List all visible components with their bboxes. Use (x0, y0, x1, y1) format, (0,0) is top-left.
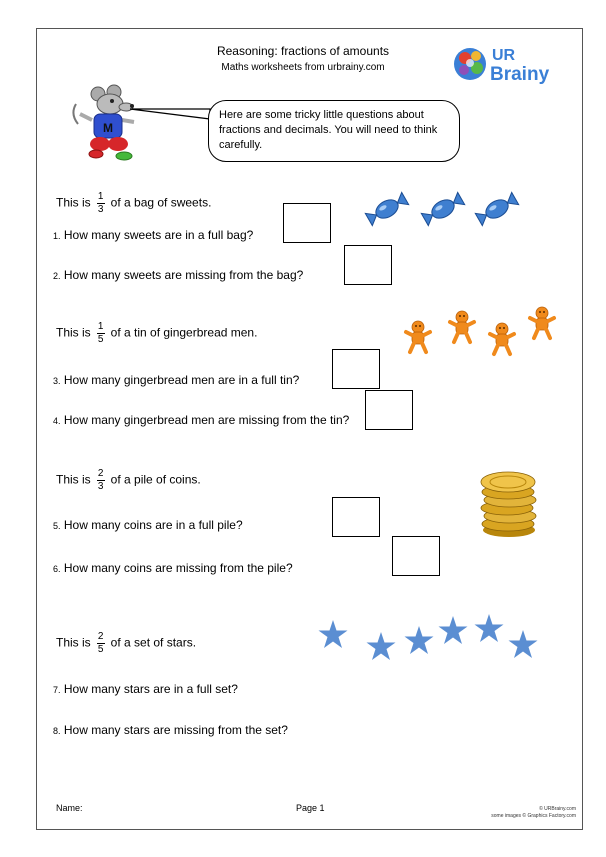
answer-box-3[interactable] (332, 349, 380, 389)
denominator: 5 (97, 644, 104, 655)
numerator: 1 (97, 321, 104, 332)
question-6 (53, 561, 293, 575)
coin-stack-icon (481, 472, 536, 537)
question-number: 3. (53, 376, 61, 386)
answer-box-5[interactable] (332, 497, 380, 537)
speech-text: Here are some tricky little questions about fractions and decimals. You will need to think carefully. (219, 109, 438, 151)
answer-box-2[interactable] (344, 245, 392, 285)
stars-illustration (314, 612, 546, 666)
lead-prefix: This is (56, 325, 91, 340)
image-credit: some images © Graphics Factory.com (491, 813, 576, 819)
gingerbread-icon (450, 311, 474, 342)
logo-brainy-text: Brainy (490, 64, 550, 85)
copyright-credit (440, 806, 576, 820)
lead-suffix: of a pile of coins. (110, 472, 201, 487)
question-1 (53, 228, 253, 242)
numerator: 1 (97, 191, 104, 202)
lead-suffix: of a bag of sweets. (110, 195, 212, 210)
star-icon (367, 632, 396, 660)
question-text: How many stars are missing from the set? (63, 723, 288, 737)
question-2 (53, 268, 303, 282)
fraction (97, 192, 105, 215)
denominator: 3 (97, 204, 104, 215)
gingerbread-illustration (402, 302, 562, 362)
answer-box-4[interactable] (365, 390, 413, 430)
star-icon (319, 620, 348, 648)
question-number: 4. (53, 416, 61, 426)
fraction (97, 632, 105, 655)
lead-prefix: This is (56, 195, 91, 210)
page-number: Page 1 (296, 803, 325, 813)
question-text: How many coins are in a full pile? (63, 518, 243, 532)
denominator: 5 (97, 334, 104, 345)
question-text: How many sweets are missing from the bag? (63, 268, 304, 282)
question-text: How many stars are in a full set? (63, 682, 238, 696)
question-7 (53, 682, 238, 696)
answer-box-6[interactable] (392, 536, 440, 576)
worksheet-subtitle: Maths worksheets from urbrainy.com (221, 62, 385, 73)
question-number: 6. (53, 564, 61, 574)
answer-box-1[interactable] (283, 203, 331, 243)
section-3-lead (56, 469, 201, 492)
question-5 (53, 518, 243, 532)
logo-ur-text: UR (492, 47, 516, 64)
question-4 (53, 413, 349, 427)
fraction (97, 322, 105, 345)
worksheet-title: Reasoning: fractions of amounts (216, 44, 390, 58)
question-number: 5. (53, 521, 61, 531)
question-number: 7. (53, 685, 61, 695)
numerator: 2 (97, 468, 104, 479)
question-8 (53, 723, 288, 737)
sweet-icon (475, 192, 519, 227)
numerator: 2 (97, 631, 104, 642)
question-number: 8. (53, 726, 61, 736)
star-icon (475, 614, 504, 642)
speech-bubble (208, 100, 460, 162)
question-number: 1. (53, 231, 61, 241)
brain-logo-icon (452, 40, 564, 86)
question-3 (53, 373, 299, 387)
question-text: How many coins are missing from the pile? (63, 561, 293, 575)
section-1-lead (56, 192, 211, 215)
name-label: Name: (56, 803, 83, 813)
question-text: How many gingerbread men are missing from the tin? (63, 413, 350, 427)
gingerbread-icon (490, 323, 514, 354)
sweet-icon (421, 192, 465, 227)
sweets-illustration (360, 190, 520, 230)
lead-suffix: of a tin of gingerbread men. (110, 325, 258, 340)
copyright: © URBrainy.com (539, 806, 576, 812)
star-icon (405, 626, 434, 654)
star-icon (439, 616, 468, 644)
section-4-lead (56, 632, 196, 655)
denominator: 3 (97, 481, 104, 492)
lead-prefix: This is (56, 472, 91, 487)
sweet-icon (365, 192, 409, 227)
star-icon (509, 630, 538, 658)
gingerbread-icon (406, 321, 430, 352)
coins-illustration (474, 468, 544, 540)
speech-tail (130, 107, 220, 127)
question-text: How many gingerbread men are in a full tin? (63, 373, 300, 387)
mascot-letter: M (103, 121, 113, 135)
lead-suffix: of a set of stars. (110, 635, 197, 650)
question-text: How many sweets are in a full bag? (63, 228, 254, 242)
fraction (97, 469, 105, 492)
section-2-lead (56, 322, 257, 345)
gingerbread-icon (530, 307, 554, 338)
question-number: 2. (53, 271, 61, 281)
lead-prefix: This is (56, 635, 91, 650)
urbrainy-logo (452, 40, 564, 91)
